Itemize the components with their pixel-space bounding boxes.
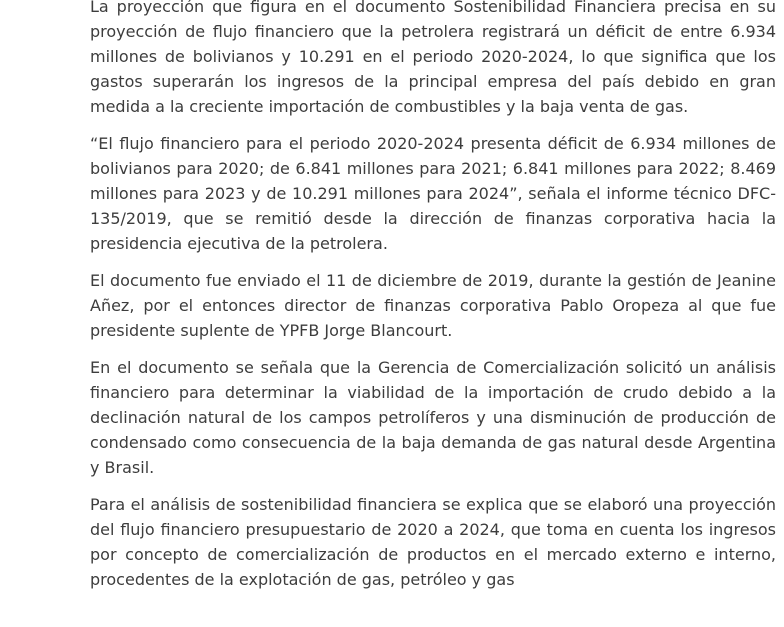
paragraph-document-sent: El documento fue enviado el 11 de diciembre de 2019, durante la gestión de Jeanine Añez, por el entonces director de finanzas corporativa Pablo Oropeza al que fue presidente suplente de YPFB Jorge Blancourt. — [90, 271, 776, 340]
article-body — [90, 0, 776, 604]
paragraph-commercialization-request: En el documento se señala que la Gerencia de Comercialización solicitó un análisis financiero para determinar la viabilidad de la importación de crudo debido a la declinación natural de los campos petrolíferos y una disminución de producción de condensado como consecuencia de la baja demanda de gas natural desde Argentina y Brasil. — [90, 358, 776, 477]
paragraph-deficit-projection: La proyección que figura en el documento Sostenibilidad Financiera precisa en su proyección de flujo financiero que la petrolera registrará un déficit de entre 6.934 millones de bolivianos y 10.291 en el periodo 2020-2024, lo que significa que los gastos superarán los ingresos de la principal empresa del país debido en gran medida a la creciente importación de combustibles y la baja venta de gas. — [90, 0, 776, 116]
paragraph-financial-flow-quote: “El flujo financiero para el periodo 2020-2024 presenta déficit de 6.934 millones de bolivianos para 2020; de 6.841 millones para 2021; 6.841 millones para 2022; 8.469 millones para 2023 y de 10.291 millones para 2024”, señala el informe técnico DFC-135/2019, que se remitió desde la dirección de finanzas corporativa hacia la presidencia ejecutiva de la petrolera. — [90, 134, 776, 253]
paragraph-sustainability-analysis: Para el análisis de sostenibilidad financiera se explica que se elaboró una proyección del flujo financiero presupuestario de 2020 a 2024, que toma en cuenta los ingresos por concepto de comercialización de productos en el mercado externo e interno, procedentes de la explotación de gas, petróleo y gas — [90, 495, 776, 589]
